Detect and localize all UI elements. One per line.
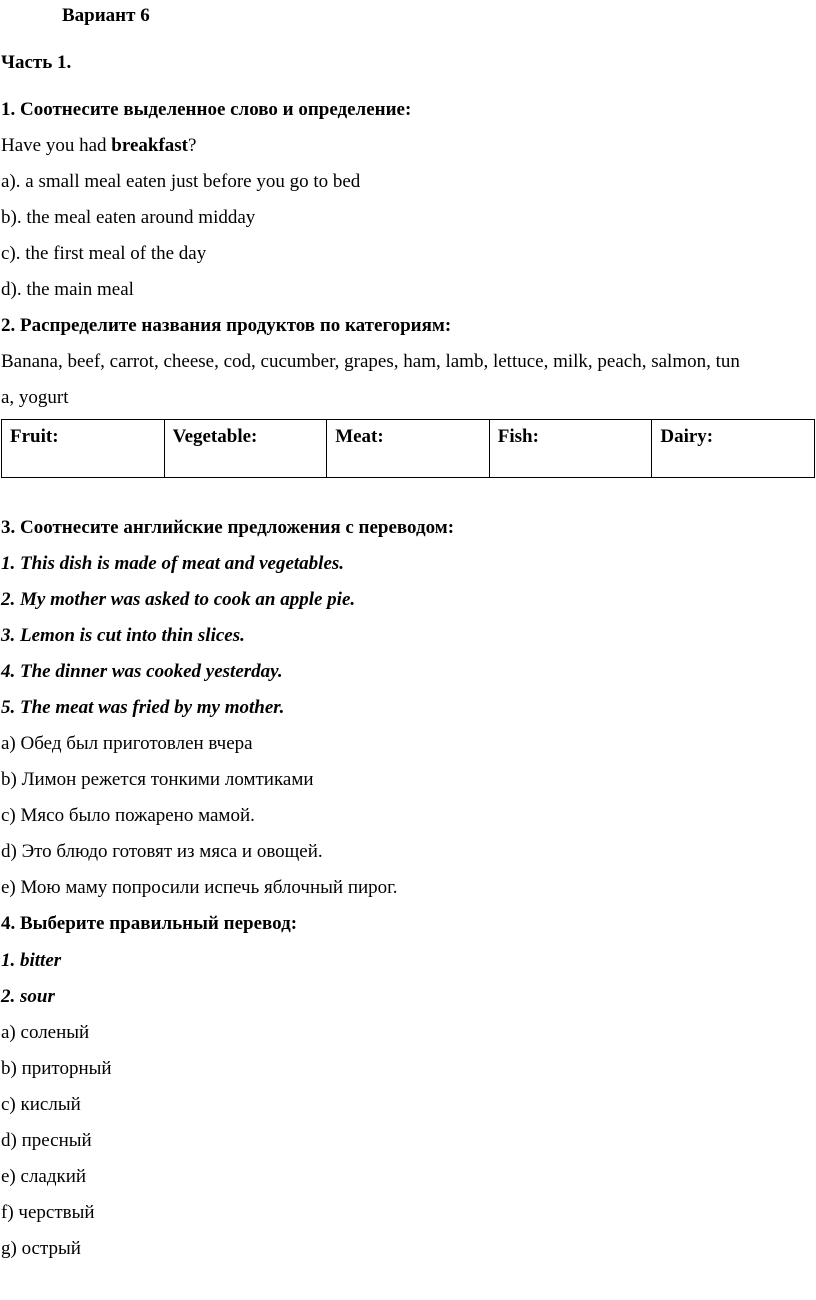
task3-translation: a) Обед был приготовлен вчера <box>1 733 253 754</box>
task3-heading: 3. Соотнесите английские предложения с переводом: <box>1 517 455 538</box>
task1-option: c). the first meal of the day <box>1 243 207 264</box>
task3-sentence: 2. My mother was asked to cook an apple pie. <box>1 589 356 610</box>
task3-sentence: 1. This dish is made of meat and vegetables. <box>1 553 345 574</box>
task3-sentence: 4. The dinner was cooked yesterday. <box>1 661 283 682</box>
task4-word: 1. bitter <box>1 950 62 971</box>
task3-translation: b) Лимон режется тонкими ломтиками <box>1 769 314 790</box>
task3-translation: e) Мою маму попросили испечь яблочный пирог. <box>1 877 398 898</box>
task2-heading: 2. Распределите названия продуктов по категориям: <box>1 315 452 336</box>
task2-words-line2: a, yogurt <box>1 387 69 408</box>
task4-word: 2. sour <box>1 986 55 1007</box>
task4-option: b) приторный <box>1 1058 112 1079</box>
category-fruit-cell[interactable]: Fruit: <box>2 420 165 478</box>
category-fish-cell[interactable]: Fish: <box>489 420 652 478</box>
category-meat-cell[interactable]: Meat: <box>327 420 490 478</box>
task3-translation: c) Мясо было пожарено мамой. <box>1 805 255 826</box>
task1-option: a). a small meal eaten just before you go to bed <box>1 171 361 192</box>
task1-question-word: breakfast <box>111 135 188 156</box>
task4-option: f) черствый <box>1 1202 95 1223</box>
task4-heading: 4. Выберите правильный перевод: <box>1 913 298 934</box>
category-table-row <box>2 420 815 478</box>
task4-option: g) острый <box>1 1238 81 1259</box>
task2-words-line1: Banana, beef, carrot, cheese, cod, cucumber, grapes, ham, lamb, lettuce, milk, peach, salmon, tun <box>1 351 740 372</box>
task3-sentence: 3. Lemon is cut into thin slices. <box>1 625 245 646</box>
task4-option: a) соленый <box>1 1022 90 1043</box>
task1-option: d). the main meal <box>1 279 134 300</box>
category-vegetable-cell[interactable]: Vegetable: <box>164 420 327 478</box>
task4-option: e) сладкий <box>1 1166 87 1187</box>
task4-option: c) кислый <box>1 1094 81 1115</box>
task3-translation: d) Это блюдо готовят из мяса и овощей. <box>1 841 323 862</box>
task1-question <box>1 134 196 158</box>
task4-option: d) пресный <box>1 1130 92 1151</box>
task1-question-suffix: ? <box>188 135 197 156</box>
task1-heading: 1. Соотнесите выделенное слово и определение: <box>1 99 412 120</box>
category-table <box>1 419 815 478</box>
variant-title: Вариант 6 <box>62 5 150 26</box>
part-title: Часть 1. <box>1 52 72 73</box>
task1-option: b). the meal eaten around midday <box>1 207 256 228</box>
category-dairy-cell[interactable]: Dairy: <box>652 420 815 478</box>
task1-question-prefix: Have you had <box>1 135 112 156</box>
task3-sentence: 5. The meat was fried by my mother. <box>1 697 285 718</box>
